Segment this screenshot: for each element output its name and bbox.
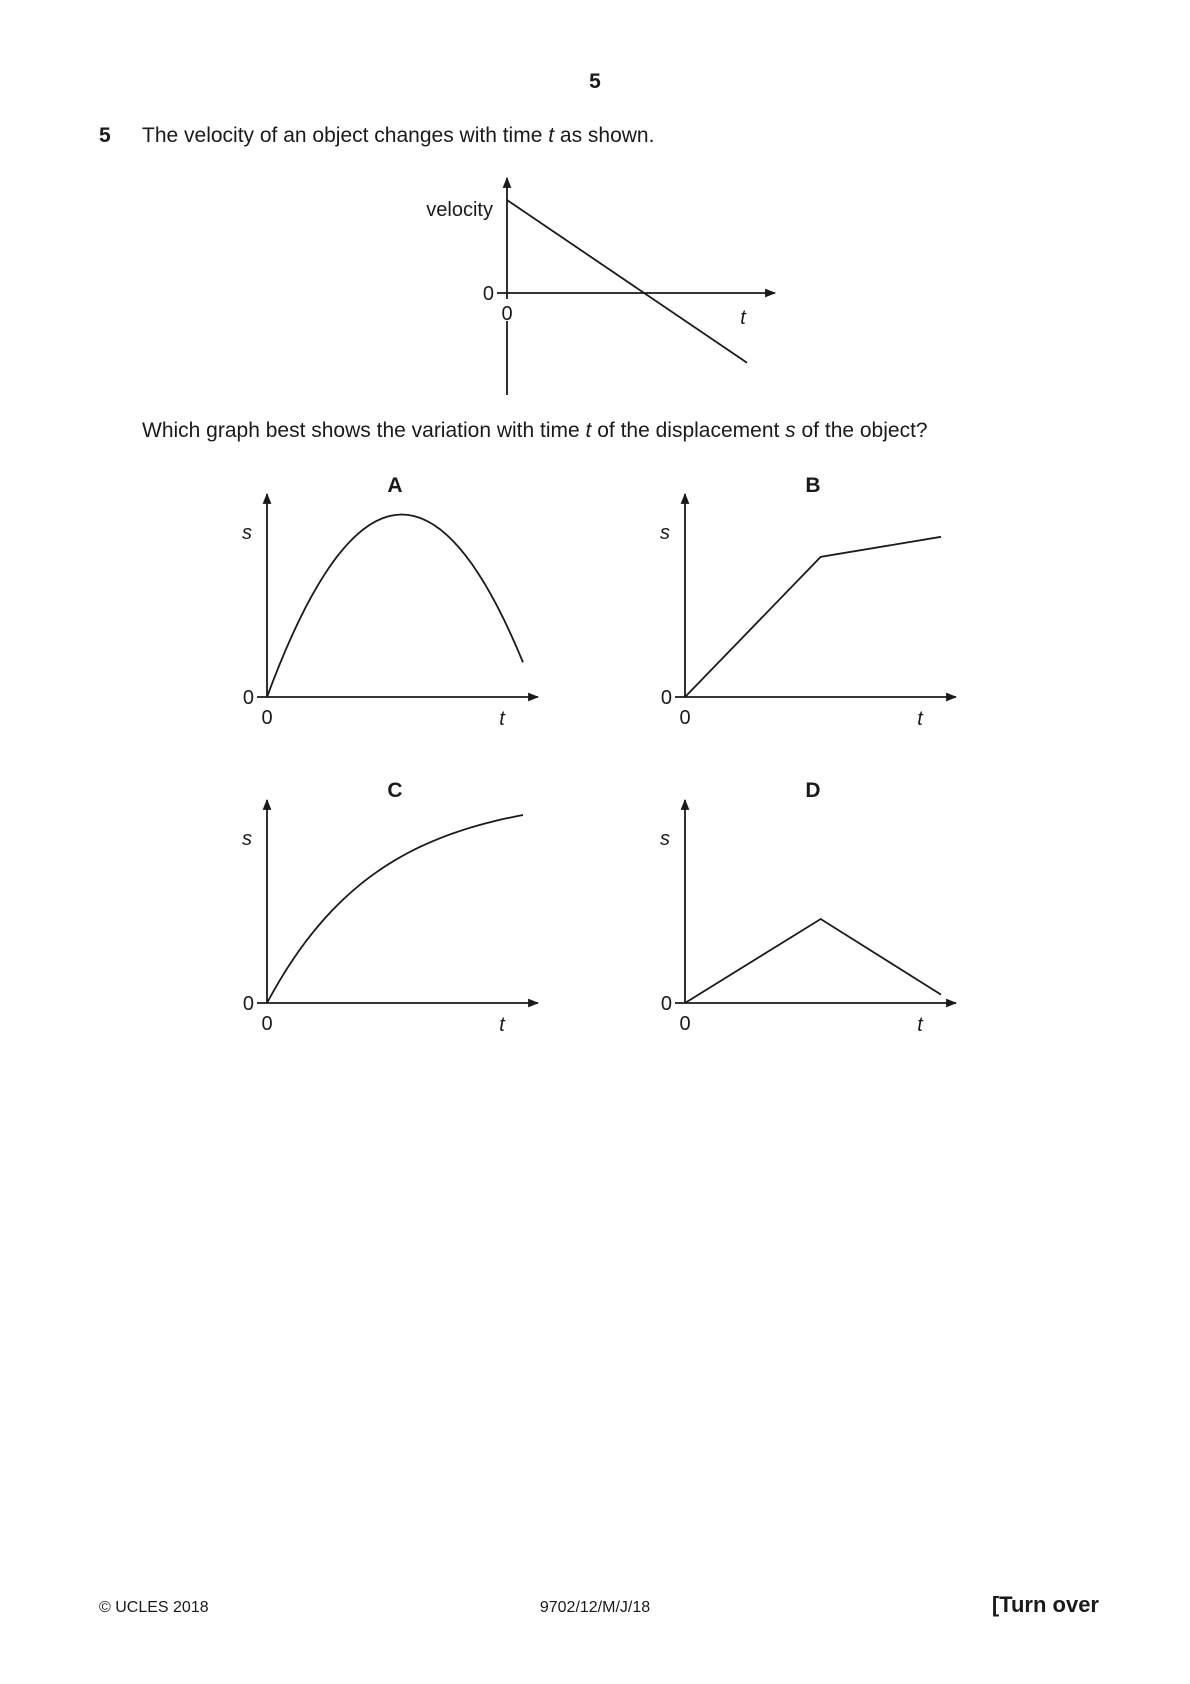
y-axis-label: s xyxy=(660,828,670,850)
graph-d xyxy=(660,779,956,1036)
origin-x-label: 0 xyxy=(501,303,513,325)
y-axis-label: velocity xyxy=(426,199,493,221)
y-axis-label: s xyxy=(242,522,252,544)
origin-y-label: 0 xyxy=(660,993,672,1015)
origin-y-label: 0 xyxy=(242,993,254,1015)
footer-turn-over: [Turn over xyxy=(991,1592,1099,1617)
question-prompt-variable-s: s xyxy=(785,419,796,442)
question-prompt-text-1: Which graph best shows the variation with time xyxy=(142,419,586,442)
question-prompt-text-3: of the object? xyxy=(795,419,928,442)
graph-a xyxy=(242,474,538,730)
series-line xyxy=(507,200,747,363)
option-label-b: B xyxy=(805,474,821,497)
origin-x-label: 0 xyxy=(679,1013,691,1035)
origin-x-label: 0 xyxy=(679,707,691,729)
x-axis-label: t xyxy=(740,307,746,329)
question-prompt-text-2: of the displacement xyxy=(591,419,786,442)
option-label-c: C xyxy=(387,779,403,802)
origin-y-label: 0 xyxy=(242,687,254,709)
x-axis-label: t xyxy=(917,708,923,730)
x-axis-label: t xyxy=(917,1014,923,1036)
graph-c xyxy=(242,779,538,1036)
question-stem-text-2: as shown. xyxy=(554,124,655,147)
footer-paper-code: 9702/12/M/J/18 xyxy=(539,1599,651,1616)
option-label-d: D xyxy=(805,779,821,802)
question-prompt-variable-t: t xyxy=(585,419,592,442)
origin-y-label: 0 xyxy=(660,687,672,709)
origin-y-label: 0 xyxy=(482,283,494,305)
series-line xyxy=(267,515,523,698)
option-label-a: A xyxy=(387,474,403,497)
x-axis-label: t xyxy=(499,1014,505,1036)
question-number: 5 xyxy=(99,124,111,147)
origin-x-label: 0 xyxy=(261,707,273,729)
series-line xyxy=(685,537,941,697)
series-line xyxy=(267,815,523,1003)
origin-x-label: 0 xyxy=(261,1013,273,1035)
graph-b xyxy=(660,474,956,730)
velocity-graph xyxy=(426,178,775,395)
question-stem-variable: t xyxy=(548,124,555,147)
question-stem-text-1: The velocity of an object changes with time xyxy=(142,124,549,147)
y-axis-label: s xyxy=(242,828,252,850)
series-line xyxy=(685,919,941,1003)
footer-copyright: © UCLES 2018 xyxy=(99,1599,209,1616)
x-axis-label: t xyxy=(499,708,505,730)
page-number: 5 xyxy=(589,70,601,93)
y-axis-label: s xyxy=(660,522,670,544)
